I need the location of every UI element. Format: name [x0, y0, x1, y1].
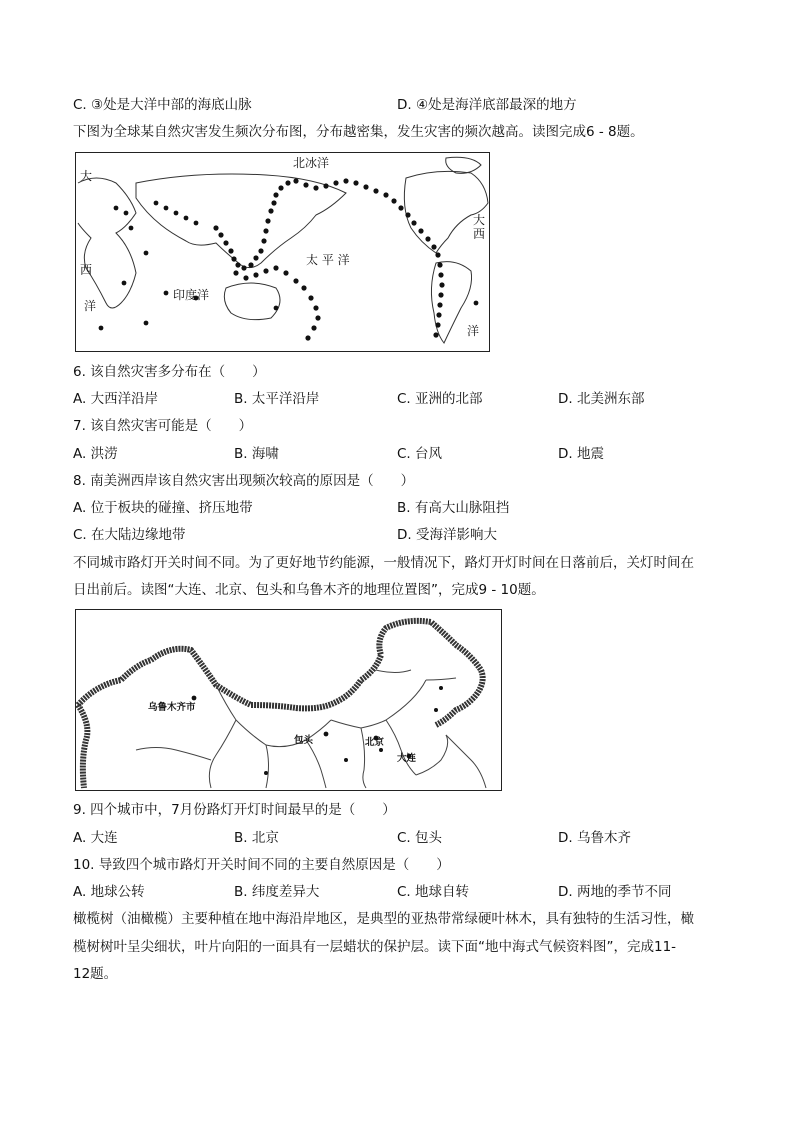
label-atlantic-left-1: 大 [80, 169, 93, 183]
q5-option-c: C. ③处是大洋中部的海底山脉 [73, 97, 252, 113]
q7-option-d[interactable]: D. 地震 [558, 446, 604, 462]
q8-option-c[interactable]: C. 在大陆边缘地带 [73, 527, 186, 543]
intro-11-12-line2: 榄树树叶呈尖细状，叶片向阳的一面具有一层蜡状的保护层。读下面“地中海式气候资料图”，完成11- [73, 939, 677, 955]
q6-option-a[interactable]: A. 大西洋沿岸 [73, 391, 159, 407]
q7-option-a[interactable]: A. 洪涝 [73, 446, 118, 462]
q5-option-d: D. ④处是海洋底部最深的地方 [397, 97, 577, 113]
world-map-graphic [76, 153, 489, 351]
intro-9-10-line1: 不同城市路灯开关时间不同。为了更好地节约能源，一般情况下，路灯开灯时间在日落前后，关灯时间在 [73, 555, 694, 571]
label-arctic-ocean: 北冰洋 [293, 156, 330, 170]
world-hazard-map [75, 152, 490, 352]
label-atlantic-right-2: 西 [473, 227, 486, 241]
city-baotou: 包头 [294, 735, 314, 746]
q9-option-d[interactable]: D. 乌鲁木齐 [558, 830, 631, 846]
q6-option-c[interactable]: C. 亚洲的北部 [397, 391, 483, 407]
q9-option-c[interactable]: C. 包头 [397, 830, 443, 846]
city-urumqi: 乌鲁木齐市 [148, 702, 196, 713]
intro-9-10-line2: 日出前后。读图“大连、北京、包头和乌鲁木齐的地理位置图”，完成9 - 10题。 [73, 582, 545, 598]
q9-option-a[interactable]: A. 大连 [73, 830, 118, 846]
q6-stem: 6. 该自然灾害多分布在（ ） [73, 364, 266, 380]
label-atlantic-right-1: 大 [473, 213, 486, 227]
intro-6-8: 下图为全球某自然灾害发生频次分布图，分布越密集，发生灾害的频次越高。读图完成6 - 8题。 [73, 124, 644, 140]
q7-stem: 7. 该自然灾害可能是（ ） [73, 418, 253, 434]
q9-stem: 9. 四个城市中，7月份路灯开灯时间最早的是（ ） [73, 802, 396, 818]
city-dalian: 大连 [397, 753, 417, 764]
q6-option-d[interactable]: D. 北美洲东部 [558, 391, 645, 407]
q8-option-a[interactable]: A. 位于板块的碰撞、挤压地带 [73, 500, 253, 516]
label-atlantic-left-3: 洋 [84, 299, 97, 313]
q8-option-d[interactable]: D. 受海洋影响大 [397, 527, 497, 543]
q10-option-d[interactable]: D. 两地的季节不同 [558, 884, 672, 900]
q10-option-a[interactable]: A. 地球公转 [73, 884, 145, 900]
q9-option-b[interactable]: B. 北京 [234, 830, 279, 846]
q10-option-b[interactable]: B. 纬度差异大 [234, 884, 320, 900]
q10-option-c[interactable]: C. 地球自转 [397, 884, 470, 900]
china-map-graphic [76, 610, 501, 790]
q6-option-b[interactable]: B. 太平洋沿岸 [234, 391, 320, 407]
q7-option-b[interactable]: B. 海啸 [234, 446, 279, 462]
intro-11-12-line3: 12题。 [73, 966, 118, 982]
q7-option-c[interactable]: C. 台风 [397, 446, 443, 462]
label-pacific-ocean: 太 平 洋 [306, 253, 350, 267]
label-indian-ocean: 印度洋 [173, 288, 210, 302]
q10-stem: 10. 导致四个城市路灯开关时间不同的主要自然原因是（ ） [73, 857, 450, 873]
label-atlantic-left-2: 西 [80, 263, 93, 277]
intro-11-12-line1: 橄榄树（油橄榄）主要种植在地中海沿岸地区，是典型的亚热带常绿硬叶林木，具有独特的生活习性，橄 [73, 911, 694, 927]
q8-stem: 8. 南美洲西岸该自然灾害出现频次较高的原因是（ ） [73, 473, 415, 489]
city-beijing: 北京 [365, 737, 385, 748]
q8-option-b[interactable]: B. 有高大山脉阻挡 [397, 500, 510, 516]
label-atlantic-right-3: 洋 [467, 324, 480, 338]
china-city-map [75, 609, 502, 791]
